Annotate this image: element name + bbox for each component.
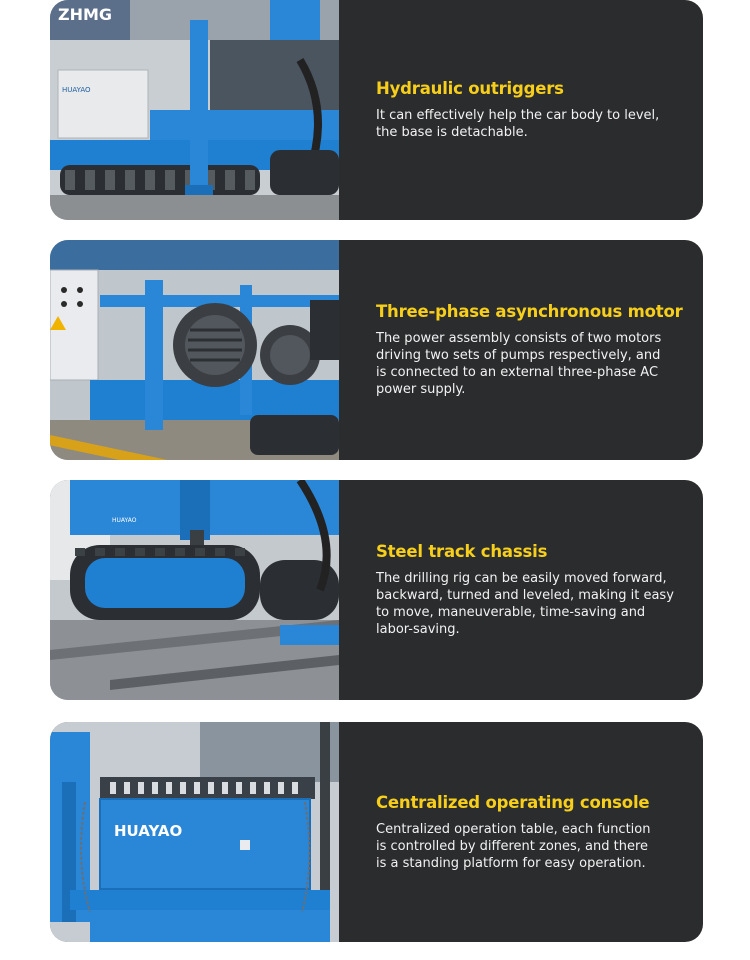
feature-text-block <box>376 480 686 700</box>
huayao-frame-text: HUAYAO <box>112 517 137 524</box>
huayao-console-logo: HUAYAO <box>114 822 183 840</box>
feature-title: Centralized operating console <box>376 792 650 812</box>
feature-title: Three-phase asynchronous motor <box>376 302 683 321</box>
feature-card-steel-track-chassis <box>50 480 703 700</box>
electric-motor-photo <box>50 240 339 460</box>
zhmg-sign-text: ZHMG <box>58 5 113 24</box>
feature-title: Steel track chassis <box>376 542 548 561</box>
feature-text-block <box>376 0 686 220</box>
feature-description: It can effectively help the car body to level, the base is detachable. <box>376 108 660 140</box>
feature-title: Hydraulic outriggers <box>376 79 564 98</box>
control-console-photo <box>50 722 339 942</box>
feature-card-centralized-console <box>50 722 703 942</box>
feature-description: The drilling rig can be easily moved forward, backward, turned and leveled, making it easy to move, maneuverable, time-saving and labor-saving. <box>376 571 674 637</box>
feature-card-hydraulic-outriggers <box>50 0 703 220</box>
huayao-panel-text: HUAYAO <box>62 86 91 94</box>
hydraulic-outrigger-photo <box>50 0 339 220</box>
feature-description: The power assembly consists of two motors driving two sets of pumps respectively, and is connected to an external three-phase AC power supply. <box>376 331 662 397</box>
feature-text-block <box>376 240 686 460</box>
feature-text-block <box>376 722 686 942</box>
crawler-track-photo <box>50 480 339 700</box>
feature-card-three-phase-motor <box>50 240 703 460</box>
feature-description: Centralized operation table, each function is controlled by different zones, and there is a standing platform for easy operation. <box>376 821 651 871</box>
